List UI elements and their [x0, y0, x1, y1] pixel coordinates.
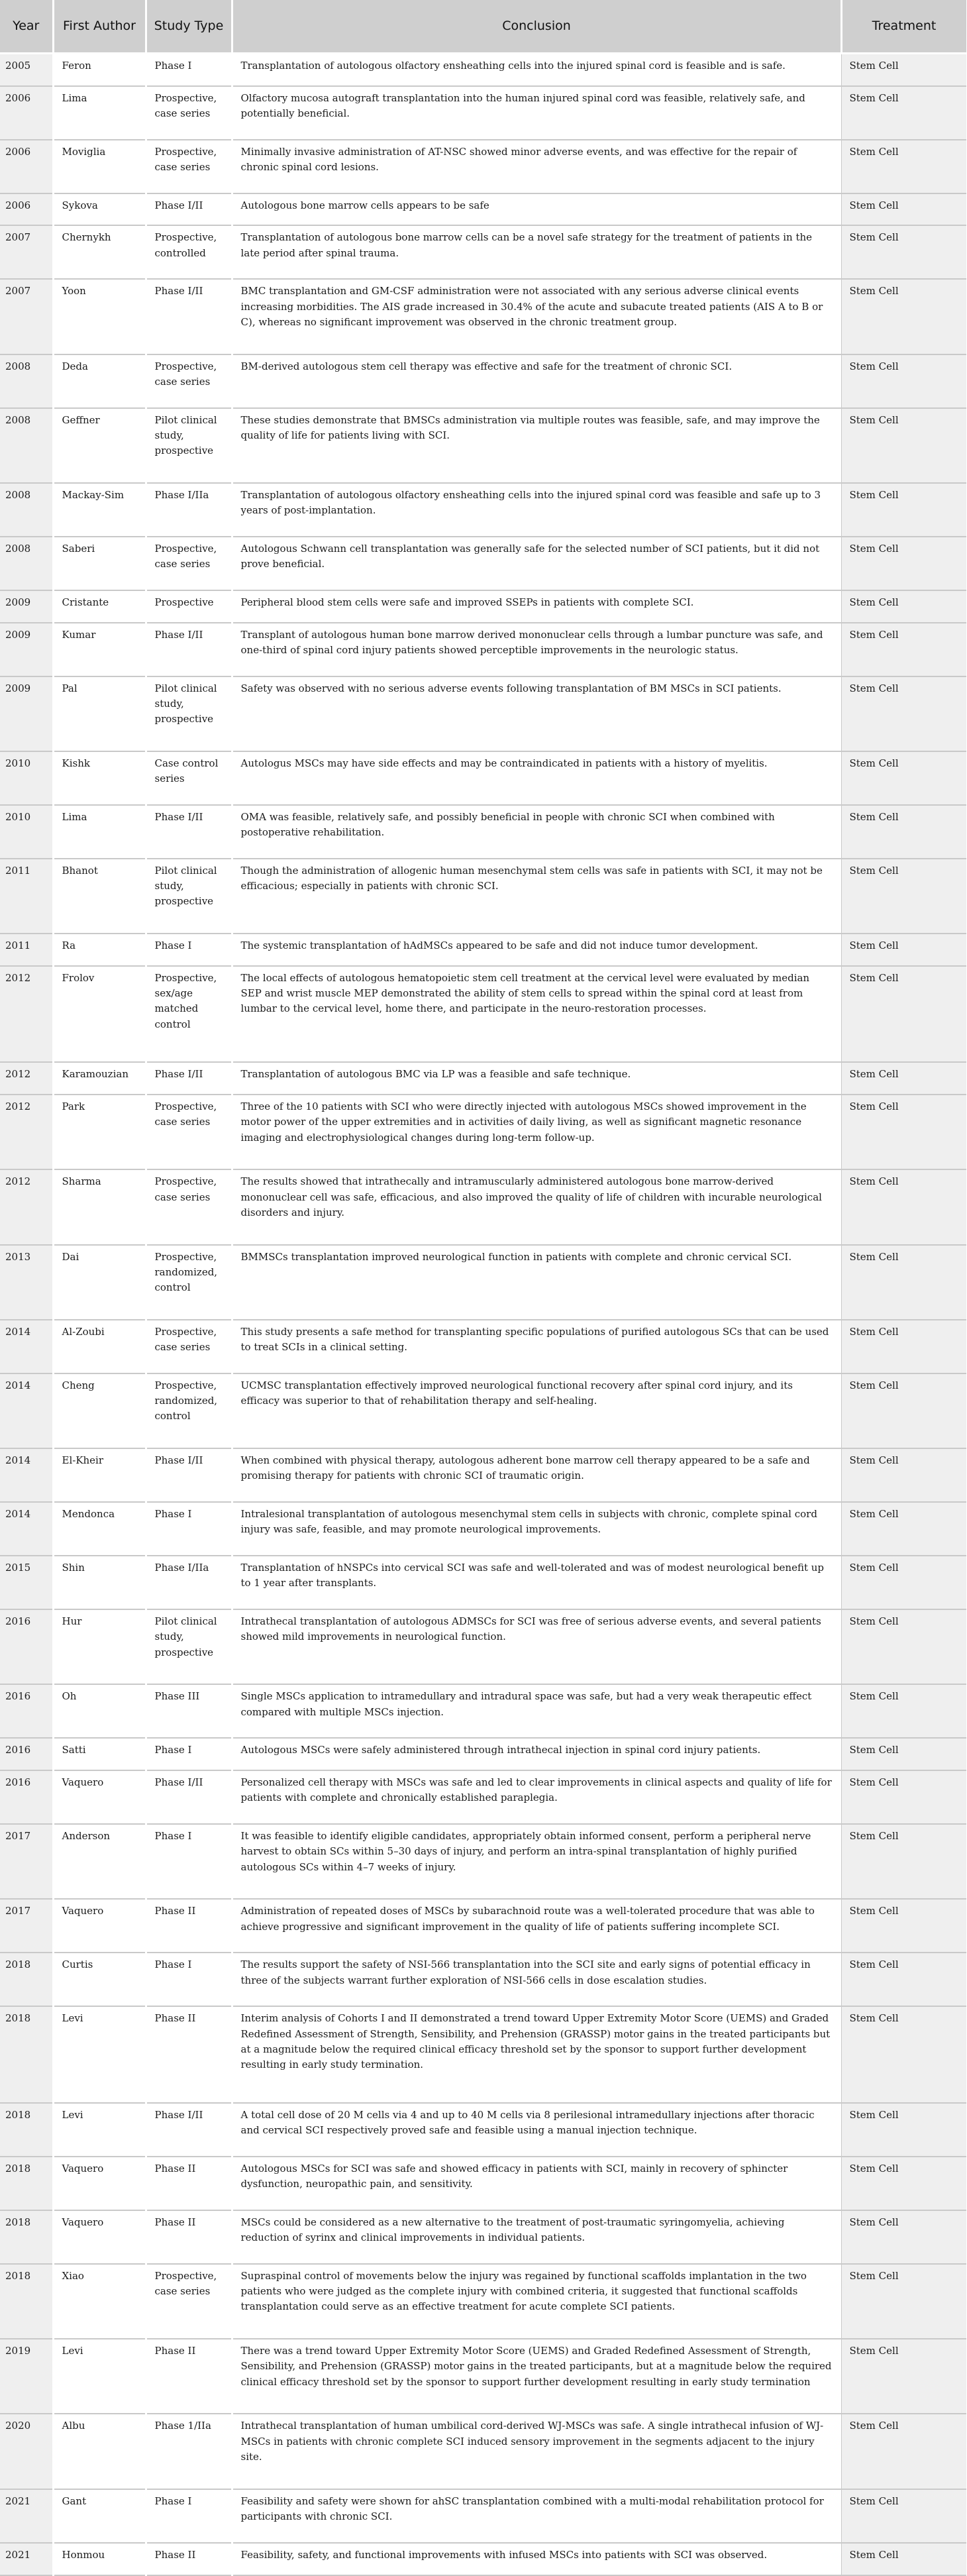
cell-year: 2018 [0, 2210, 53, 2264]
cell-treatment: Stem Cell [841, 1448, 967, 1502]
cell-first-author: Mackay-Sim [53, 483, 146, 537]
cell-treatment: Stem Cell [841, 1062, 967, 1095]
cell-year: 2016 [0, 1738, 53, 1770]
cell-study-type: Phase I/II [146, 2103, 232, 2157]
cell-first-author: Yoon [53, 279, 146, 354]
table-row [0, 354, 967, 408]
cell-treatment: Stem Cell [841, 1770, 967, 1824]
cell-study-type: Prospective, case series [146, 537, 232, 590]
cell-study-type: Prospective, case series [146, 140, 232, 193]
cell-study-type: Prospective, randomized, control [146, 1373, 232, 1448]
table-row [0, 53, 967, 86]
cell-study-type: Phase I [146, 934, 232, 966]
table-row [0, 1373, 967, 1448]
cell-year: 2008 [0, 354, 53, 408]
cell-treatment: Stem Cell [841, 53, 967, 86]
table-row [0, 1609, 967, 1684]
cell-first-author: Oh [53, 1684, 146, 1738]
cell-conclusion: MSCs could be considered as a new alternative to the treatment of post-traumatic syringomyelia, achieving reduction of syrinx and clinical improvements in individual patients. [232, 2210, 841, 2264]
cell-conclusion: Olfactory mucosa autograft transplantation into the human injured spinal cord was feasible, relatively safe, and potentially beneficial. [232, 86, 841, 140]
table-row [0, 2103, 967, 2157]
cell-conclusion: OMA was feasible, relatively safe, and possibly beneficial in people with chronic SCI when combined with postoperative rehabilitation. [232, 805, 841, 859]
cell-study-type: Prospective, case series [146, 86, 232, 140]
cell-conclusion: Transplant of autologous human bone marrow derived mononuclear cells through a lumbar puncture was safe, and one-third of spinal cord injury patients showed perceptible improvements in the neurologic status. [232, 623, 841, 676]
header-row [0, 0, 967, 53]
cell-first-author: Kishk [53, 751, 146, 805]
table-row [0, 1684, 967, 1738]
table-row [0, 2210, 967, 2264]
table-row [0, 1062, 967, 1095]
cell-conclusion: The results showed that intrathecally and intramuscularly administered autologous bone marrow-derived mononuclear cell was safe, efficacious, and also improved the quality of life of children with incurable neurological disorders and injury. [232, 1169, 841, 1244]
cell-year: 2009 [0, 623, 53, 676]
cell-first-author: Sykova [53, 193, 146, 226]
table-row [0, 1169, 967, 1244]
table-row [0, 590, 967, 623]
cell-treatment: Stem Cell [841, 2543, 967, 2575]
table-row [0, 279, 967, 354]
cell-study-type: Phase II [146, 2543, 232, 2575]
cell-first-author: Satti [53, 1738, 146, 1770]
cell-first-author: El-Kheir [53, 1448, 146, 1502]
cell-year: 2012 [0, 1169, 53, 1244]
cell-study-type: Phase I [146, 1824, 232, 1899]
cell-study-type: Phase 1/IIa [146, 2414, 232, 2489]
cell-treatment: Stem Cell [841, 966, 967, 1062]
cell-study-type: Prospective, randomized, control [146, 1245, 232, 1320]
cell-year: 2017 [0, 1824, 53, 1899]
cell-treatment: Stem Cell [841, 2210, 967, 2264]
cell-treatment: Stem Cell [841, 483, 967, 537]
cell-year: 2021 [0, 2489, 53, 2543]
cell-first-author: Cristante [53, 590, 146, 623]
cell-conclusion: This study presents a safe method for transplanting specific populations of purified autologous SCs that can be used to treat SCIs in a clinical setting. [232, 1320, 841, 1373]
table-row [0, 2489, 967, 2543]
cell-treatment: Stem Cell [841, 859, 967, 934]
cell-year: 2007 [0, 225, 53, 279]
table-row [0, 1095, 967, 1169]
cell-year: 2008 [0, 408, 53, 483]
cell-conclusion: Transplantation of autologous BMC via LP was a feasible and safe technique. [232, 1062, 841, 1095]
cell-year: 2014 [0, 1448, 53, 1502]
cell-year: 2016 [0, 1609, 53, 1684]
cell-conclusion: Single MSCs application to intramedullary and intradural space was safe, but had a very weak therapeutic effect compared with multiple MSCs injection. [232, 1684, 841, 1738]
cell-study-type: Phase I/II [146, 279, 232, 354]
cell-year: 2017 [0, 1899, 53, 1953]
cell-year: 2018 [0, 2006, 53, 2102]
table-row [0, 1448, 967, 1502]
cell-year: 2010 [0, 751, 53, 805]
cell-treatment: Stem Cell [841, 1502, 967, 1556]
cell-conclusion: Transplantation of autologous olfactory ensheathing cells into the injured spinal cord is feasible and is safe. [232, 53, 841, 86]
cell-first-author: Levi [53, 2103, 146, 2157]
cell-conclusion: Intralesional transplantation of autologous mesenchymal stem cells in subjects with chronic, complete spinal cord injury was safe, feasible, and may promote neurological improvements. [232, 1502, 841, 1556]
cell-study-type: Prospective, case series [146, 1169, 232, 1244]
header-treatment: Treatment [841, 0, 967, 53]
cell-conclusion: Peripheral blood stem cells were safe and improved SSEPs in patients with complete SCI. [232, 590, 841, 623]
cell-treatment: Stem Cell [841, 2414, 967, 2489]
cell-year: 2005 [0, 53, 53, 86]
cell-study-type: Pilot clinical study, prospective [146, 859, 232, 934]
cell-first-author: Feron [53, 53, 146, 86]
cell-conclusion: Intrathecal transplantation of autologous ADMSCs for SCI was free of serious adverse events, and several patients showed mild improvements in neurological function. [232, 1609, 841, 1684]
cell-first-author: Vaquero [53, 1770, 146, 1824]
cell-conclusion: UCMSC transplantation effectively improved neurological functional recovery after spinal cord injury, and its efficacy was superior to that of rehabilitation therapy and self-healing. [232, 1373, 841, 1448]
cell-study-type: Phase II [146, 2210, 232, 2264]
cell-conclusion: The local effects of autologous hematopoietic stem cell treatment at the cervical level were evaluated by median SEP and wrist muscle MEP demonstrated the ability of stem cells to spread within the spinal cord at least from lumbar to the cervical level, home there, and participate in the neuro-restoration processes. [232, 966, 841, 1062]
cell-conclusion: Autologous MSCs for SCI was safe and showed efficacy in patients with SCI, mainly in recovery of sphincter dysfunction, neuropathic pain, and sensitivity. [232, 2157, 841, 2210]
cell-treatment: Stem Cell [841, 408, 967, 483]
cell-first-author: Ra [53, 934, 146, 966]
cell-treatment: Stem Cell [841, 1320, 967, 1373]
cell-year: 2011 [0, 934, 53, 966]
table-row [0, 2543, 967, 2575]
cell-study-type: Phase I/IIa [146, 483, 232, 537]
table-row [0, 623, 967, 676]
table-row [0, 859, 967, 934]
cell-treatment: Stem Cell [841, 1169, 967, 1244]
table-row [0, 86, 967, 140]
cell-year: 2011 [0, 859, 53, 934]
cell-first-author: Moviglia [53, 140, 146, 193]
cell-treatment: Stem Cell [841, 1373, 967, 1448]
cell-study-type: Phase I [146, 53, 232, 86]
cell-study-type: Phase I/II [146, 1062, 232, 1095]
cell-treatment: Stem Cell [841, 140, 967, 193]
cell-study-type: Prospective, case series [146, 1095, 232, 1169]
cell-treatment: Stem Cell [841, 676, 967, 751]
cell-study-type: Prospective, controlled [146, 225, 232, 279]
cell-study-type: Pilot clinical study, prospective [146, 676, 232, 751]
table-row [0, 225, 967, 279]
cell-first-author: Deda [53, 354, 146, 408]
table-header [0, 0, 967, 53]
cell-conclusion: Feasibility, safety, and functional improvements with infused MSCs into patients with SCI was observed. [232, 2543, 841, 2575]
cell-conclusion: BMMSCs transplantation improved neurological function in patients with complete and chronic cervical SCI. [232, 1245, 841, 1320]
cell-treatment: Stem Cell [841, 590, 967, 623]
cell-year: 2012 [0, 1062, 53, 1095]
header-conclusion: Conclusion [232, 0, 841, 53]
cell-first-author: Vaquero [53, 1899, 146, 1953]
cell-treatment: Stem Cell [841, 537, 967, 590]
cell-year: 2007 [0, 279, 53, 354]
cell-first-author: Lima [53, 86, 146, 140]
cell-treatment: Stem Cell [841, 1609, 967, 1684]
cell-study-type: Prospective, sex/age matched control [146, 966, 232, 1062]
cell-year: 2006 [0, 193, 53, 226]
cell-treatment: Stem Cell [841, 751, 967, 805]
cell-study-type: Phase II [146, 2157, 232, 2210]
table-row [0, 483, 967, 537]
table-row [0, 805, 967, 859]
table-row [0, 1502, 967, 1556]
cell-study-type: Phase I/II [146, 193, 232, 226]
cell-conclusion: Autologus MSCs may have side effects and may be contraindicated in patients with a history of myelitis. [232, 751, 841, 805]
cell-conclusion: Personalized cell therapy with MSCs was safe and led to clear improvements in clinical aspects and quality of life for patients with complete and chronically established paraplegia. [232, 1770, 841, 1824]
cell-treatment: Stem Cell [841, 1684, 967, 1738]
table-row [0, 1899, 967, 1953]
cell-study-type: Prospective, case series [146, 2264, 232, 2339]
cell-first-author: Curtis [53, 1953, 146, 2006]
cell-study-type: Prospective, case series [146, 1320, 232, 1373]
cell-conclusion: It was feasible to identify eligible candidates, appropriately obtain informed consent, perform a peripheral nerve harvest to obtain SCs within 5–30 days of injury, and perform an intra-spinal transplantation of highly purified autologous SCs within 4–7 weeks of injury. [232, 1824, 841, 1899]
cell-treatment: Stem Cell [841, 805, 967, 859]
cell-year: 2018 [0, 2157, 53, 2210]
cell-year: 2019 [0, 2339, 53, 2414]
cell-year: 2020 [0, 2414, 53, 2489]
header-year: Year [0, 0, 53, 53]
cell-treatment: Stem Cell [841, 2264, 967, 2339]
cell-year: 2006 [0, 86, 53, 140]
cell-study-type: Phase III [146, 1684, 232, 1738]
cell-first-author: Shin [53, 1556, 146, 1609]
cell-conclusion: Transplantation of autologous olfactory ensheathing cells into the injured spinal cord was feasible and safe up to 3 years of post-implantation. [232, 483, 841, 537]
cell-conclusion: Autologous Schwann cell transplantation was generally safe for the selected number of SCI patients, but it did not prove beneficial. [232, 537, 841, 590]
cell-first-author: Levi [53, 2339, 146, 2414]
cell-conclusion: Transplantation of autologous bone marrow cells can be a novel safe strategy for the treatment of patients in the late period after spinal trauma. [232, 225, 841, 279]
cell-first-author: Honmou [53, 2543, 146, 2575]
header-study-type: Study Type [146, 0, 232, 53]
cell-study-type: Phase I [146, 1738, 232, 1770]
cell-study-type: Phase I [146, 1953, 232, 2006]
cell-first-author: Lima [53, 805, 146, 859]
cell-treatment: Stem Cell [841, 225, 967, 279]
cell-conclusion: When combined with physical therapy, autologous adherent bone marrow cell therapy appeared to be a safe and promising therapy for patients with chronic SCI of traumatic origin. [232, 1448, 841, 1502]
cell-year: 2008 [0, 537, 53, 590]
cell-study-type: Phase I/II [146, 1770, 232, 1824]
cell-study-type: Phase I [146, 1502, 232, 1556]
cell-study-type: Case control series [146, 751, 232, 805]
cell-year: 2006 [0, 140, 53, 193]
cell-first-author: Mendonca [53, 1502, 146, 1556]
cell-conclusion: Transplantation of hNSPCs into cervical SCI was safe and well-tolerated and was of modest neurological benefit up to 1 year after transplants. [232, 1556, 841, 1609]
cell-first-author: Chernykh [53, 225, 146, 279]
cell-conclusion: Minimally invasive administration of AT-NSC showed minor adverse events, and was effective for the repair of chronic spinal cord lesions. [232, 140, 841, 193]
cell-year: 2014 [0, 1320, 53, 1373]
cell-conclusion: Safety was observed with no serious adverse events following transplantation of BM MSCs in SCI patients. [232, 676, 841, 751]
cell-conclusion: Intrathecal transplantation of human umbilical cord-derived WJ-MSCs was safe. A single intrathecal infusion of WJ-MSCs in patients with chronic complete SCI induced sensory improvement in the segments adjacent to the injury site. [232, 2414, 841, 2489]
cell-treatment: Stem Cell [841, 1899, 967, 1953]
table-row [0, 2414, 967, 2489]
cell-study-type: Phase II [146, 1899, 232, 1953]
cell-study-type: Phase I/II [146, 805, 232, 859]
table-row [0, 2006, 967, 2102]
cell-year: 2012 [0, 966, 53, 1062]
cell-treatment: Stem Cell [841, 1824, 967, 1899]
cell-study-type: Prospective [146, 590, 232, 623]
table-row [0, 1824, 967, 1899]
cell-first-author: Pal [53, 676, 146, 751]
cell-first-author: Bhanot [53, 859, 146, 934]
table-row [0, 1245, 967, 1320]
cell-treatment: Stem Cell [841, 2103, 967, 2157]
cell-year: 2010 [0, 805, 53, 859]
table-row [0, 2264, 967, 2339]
cell-year: 2015 [0, 1556, 53, 1609]
cell-conclusion: A total cell dose of 20 M cells via 4 and up to 40 M cells via 8 perilesional intramedullary injections after thoracic and cervical SCI respectively proved safe and feasible using a manual injection technique. [232, 2103, 841, 2157]
cell-treatment: Stem Cell [841, 2006, 967, 2102]
cell-study-type: Phase I/II [146, 623, 232, 676]
cell-conclusion: These studies demonstrate that BMSCs administration via multiple routes was feasible, safe, and may improve the quality of life for patients living with SCI. [232, 408, 841, 483]
cell-treatment: Stem Cell [841, 193, 967, 226]
cell-treatment: Stem Cell [841, 934, 967, 966]
cell-treatment: Stem Cell [841, 1738, 967, 1770]
cell-conclusion: Though the administration of allogenic human mesenchymal stem cells was safe in patients with SCI, it may not be efficacious; especially in patients with chronic SCI. [232, 859, 841, 934]
cell-year: 2018 [0, 1953, 53, 2006]
table-row [0, 1556, 967, 1609]
cell-first-author: Sharma [53, 1169, 146, 1244]
cell-conclusion: BMC transplantation and GM-CSF administration were not associated with any serious adverse clinical events increasing morbidities. The AIS grade increased in 30.4% of the acute and subacute treated patients (AIS A to B or C), whereas no significant improvement was observed in the chronic treatment group. [232, 279, 841, 354]
cell-conclusion: BM-derived autologous stem cell therapy was effective and safe for the treatment of chronic SCI. [232, 354, 841, 408]
cell-treatment: Stem Cell [841, 2157, 967, 2210]
cell-first-author: Gant [53, 2489, 146, 2543]
cell-treatment: Stem Cell [841, 2339, 967, 2414]
table-body [0, 53, 967, 2575]
cell-conclusion: Interim analysis of Cohorts I and II demonstrated a trend toward Upper Extremity Motor Score (UEMS) and Graded Redefined Assessment of Strength, Sensibility, and Prehension (GRASSP) motor gains in the treated participants but at a magnitude below the required clinical efficacy threshold set by the sponsor to support further development resulting in early study termination. [232, 2006, 841, 2102]
cell-first-author: Albu [53, 2414, 146, 2489]
cell-study-type: Phase II [146, 2006, 232, 2102]
cell-first-author: Frolov [53, 966, 146, 1062]
cell-first-author: Hur [53, 1609, 146, 1684]
cell-conclusion: Supraspinal control of movements below the injury was regained by functional scaffolds implantation in the two patients who were judged as the complete injury with combined criteria, it suggested that functional scaffolds transplantation could serve as an effective treatment for acute complete SCI patients. [232, 2264, 841, 2339]
cell-first-author: Al-Zoubi [53, 1320, 146, 1373]
cell-first-author: Park [53, 1095, 146, 1169]
cell-treatment: Stem Cell [841, 1095, 967, 1169]
cell-year: 2009 [0, 676, 53, 751]
header-first-author: First Author [53, 0, 146, 53]
cell-treatment: Stem Cell [841, 1953, 967, 2006]
cell-treatment: Stem Cell [841, 1245, 967, 1320]
cell-year: 2014 [0, 1502, 53, 1556]
cell-treatment: Stem Cell [841, 354, 967, 408]
cell-first-author: Geffner [53, 408, 146, 483]
cell-year: 2018 [0, 2103, 53, 2157]
cell-first-author: Vaquero [53, 2210, 146, 2264]
cell-conclusion: The results support the safety of NSI-566 transplantation into the SCI site and early signs of potential efficacy in three of the subjects warrant further exploration of NSI-566 cells in dose escalation studies. [232, 1953, 841, 2006]
cell-study-type: Phase I [146, 2489, 232, 2543]
cell-year: 2018 [0, 2264, 53, 2339]
table-row [0, 1738, 967, 1770]
cell-treatment: Stem Cell [841, 623, 967, 676]
cell-study-type: Phase I/IIa [146, 1556, 232, 1609]
table-row [0, 537, 967, 590]
table-row [0, 676, 967, 751]
cell-treatment: Stem Cell [841, 86, 967, 140]
table-row [0, 408, 967, 483]
cell-conclusion: Feasibility and safety were shown for ahSC transplantation combined with a multi-modal rehabilitation protocol for participants with chronic SCI. [232, 2489, 841, 2543]
cell-first-author: Saberi [53, 537, 146, 590]
cell-first-author: Vaquero [53, 2157, 146, 2210]
cell-first-author: Anderson [53, 1824, 146, 1899]
cell-study-type: Pilot clinical study, prospective [146, 1609, 232, 1684]
cell-conclusion: Administration of repeated doses of MSCs by subarachnoid route was a well-tolerated procedure that was able to achieve progressive and significant improvement in the quality of life of patients suffering incomplete SCI. [232, 1899, 841, 1953]
table-row [0, 1770, 967, 1824]
cell-conclusion: Autologous MSCs were safely administered through intrathecal injection in spinal cord injury patients. [232, 1738, 841, 1770]
cell-study-type: Pilot clinical study, prospective [146, 408, 232, 483]
table-row [0, 1320, 967, 1373]
cell-first-author: Cheng [53, 1373, 146, 1448]
cell-year: 2008 [0, 483, 53, 537]
cell-conclusion: Three of the 10 patients with SCI who were directly injected with autologous MSCs showed improvement in the motor power of the upper extremities and in activities of daily living, as well as significant magnetic resonance imaging and electrophysiological changes during long-term follow-up. [232, 1095, 841, 1169]
cell-conclusion: Autologous bone marrow cells appears to be safe [232, 193, 841, 226]
cell-year: 2012 [0, 1095, 53, 1169]
table-row [0, 751, 967, 805]
table-row [0, 2157, 967, 2210]
cell-study-type: Phase II [146, 2339, 232, 2414]
cell-treatment: Stem Cell [841, 2489, 967, 2543]
cell-year: 2016 [0, 1770, 53, 1824]
cell-year: 2013 [0, 1245, 53, 1320]
cell-year: 2009 [0, 590, 53, 623]
cell-year: 2016 [0, 1684, 53, 1738]
cell-study-type: Prospective, case series [146, 354, 232, 408]
cell-first-author: Xiao [53, 2264, 146, 2339]
cell-first-author: Levi [53, 2006, 146, 2102]
table-row [0, 140, 967, 193]
cell-year: 2014 [0, 1373, 53, 1448]
table-row [0, 1953, 967, 2006]
cell-first-author: Karamouzian [53, 1062, 146, 1095]
table-row [0, 2339, 967, 2414]
cell-conclusion: The systemic transplantation of hAdMSCs appeared to be safe and did not induce tumor development. [232, 934, 841, 966]
cell-year: 2021 [0, 2543, 53, 2575]
table-row [0, 193, 967, 226]
cell-first-author: Kumar [53, 623, 146, 676]
cell-study-type: Phase I/II [146, 1448, 232, 1502]
cell-conclusion: There was a trend toward Upper Extremity Motor Score (UEMS) and Graded Redefined Assessment of Strength, Sensibility, and Prehension (GRASSP) motor gains in the treated participants, but at a magnitude below the required clinical efficacy threshold set by the sponsor to support further development resulting in early study termination [232, 2339, 841, 2414]
cell-treatment: Stem Cell [841, 279, 967, 354]
table-row [0, 934, 967, 966]
cell-treatment: Stem Cell [841, 1556, 967, 1609]
table-row [0, 966, 967, 1062]
cell-first-author: Dai [53, 1245, 146, 1320]
